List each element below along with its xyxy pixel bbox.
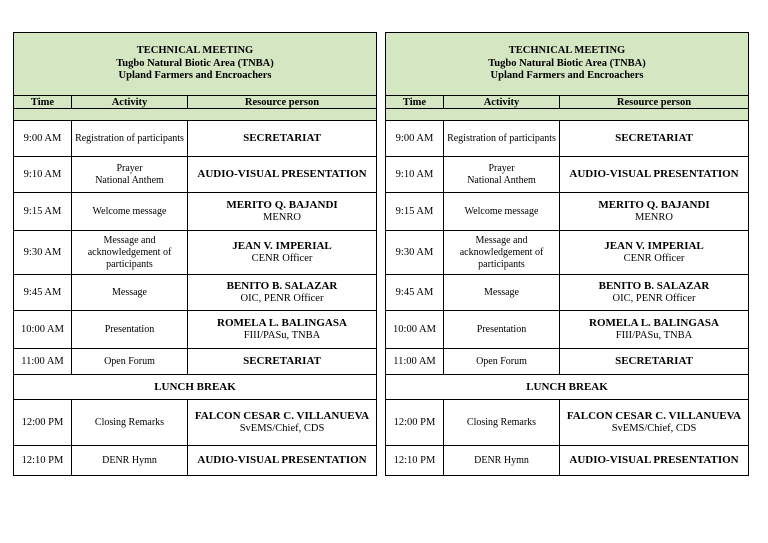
row-time: 12:00 PM	[14, 400, 72, 446]
program-table-right	[385, 32, 749, 476]
row-resource	[188, 193, 377, 231]
row-time: 11:00 AM	[386, 349, 444, 375]
activity-line: National Anthem	[467, 174, 536, 186]
resource-name: BENITO B. SALAZAR	[226, 280, 338, 292]
table-header	[14, 33, 377, 96]
resource-role: MENRO	[263, 211, 301, 223]
row-activity: DENR Hymn	[444, 446, 560, 476]
row-time: 9:15 AM	[386, 193, 444, 231]
row-time: 10:00 AM	[14, 311, 72, 349]
row-resource	[560, 121, 749, 157]
row-time: 9:30 AM	[386, 231, 444, 275]
resource-role: CENR Officer	[251, 252, 313, 264]
row-resource	[188, 349, 377, 375]
row-resource	[560, 311, 749, 349]
row-time: 9:10 AM	[386, 157, 444, 193]
row-time: 9:00 AM	[14, 121, 72, 157]
resource-role: CENR Officer	[623, 252, 685, 264]
resource-name: MERITO Q. BAJANDI	[598, 199, 710, 211]
table-header	[386, 33, 749, 96]
row-activity: Open Forum	[444, 349, 560, 375]
row-resource	[188, 121, 377, 157]
resource-name: AUDIO-VISUAL PRESENTATION	[197, 168, 367, 181]
col-activity: Activity	[444, 96, 560, 109]
resource-role: FIII/PASu, TNBA	[615, 329, 693, 341]
resource-role: OIC, PENR Officer	[240, 292, 324, 304]
row-time: 9:30 AM	[14, 231, 72, 275]
table-row	[14, 400, 377, 446]
program-table-left	[13, 32, 377, 476]
lunch-break: LUNCH BREAK	[14, 375, 377, 400]
resource-name: FALCON CESAR C. VILLANUEVA	[194, 410, 370, 422]
table-row	[386, 157, 749, 193]
row-time: 11:00 AM	[14, 349, 72, 375]
resource-role: FIII/PASu, TNBA	[243, 329, 321, 341]
row-time: 12:10 PM	[14, 446, 72, 476]
row-activity: Message	[444, 275, 560, 311]
row-time: 9:15 AM	[14, 193, 72, 231]
row-activity: Message	[72, 275, 188, 311]
row-time: 9:10 AM	[14, 157, 72, 193]
table-row	[386, 446, 749, 476]
activity-line: Prayer	[116, 162, 143, 174]
table-row	[14, 446, 377, 476]
table-row	[14, 311, 377, 349]
table-row	[386, 349, 749, 375]
row-resource	[188, 157, 377, 193]
row-resource	[560, 275, 749, 311]
row-activity: Closing Remarks	[444, 400, 560, 446]
row-activity	[72, 157, 188, 193]
meeting-title: TECHNICAL MEETING	[136, 45, 254, 57]
row-activity: Registration of participants	[72, 121, 188, 157]
table-row	[14, 231, 377, 275]
table-row	[386, 121, 749, 157]
row-resource	[188, 231, 377, 275]
resource-name: AUDIO-VISUAL PRESENTATION	[569, 168, 739, 181]
row-resource	[188, 446, 377, 476]
table-row	[386, 231, 749, 275]
row-activity: Presentation	[444, 311, 560, 349]
table-row	[14, 349, 377, 375]
resource-name: FALCON CESAR C. VILLANUEVA	[566, 410, 742, 422]
table-row	[386, 400, 749, 446]
meeting-venue: Tugbo Natural Biotic Area (TNBA)	[488, 57, 646, 69]
resource-name: JEAN V. IMPERIAL	[232, 240, 332, 252]
meeting-audience: Upland Farmers and Encroachers	[118, 70, 272, 82]
row-activity: Closing Remarks	[72, 400, 188, 446]
activity-line: Prayer	[488, 162, 515, 174]
column-headers	[14, 96, 377, 109]
resource-name: SECRETARIAT	[615, 355, 693, 368]
resource-name: ROMELA L. BALINGASA	[589, 317, 719, 329]
row-resource	[560, 193, 749, 231]
row-time: 12:00 PM	[386, 400, 444, 446]
row-resource	[560, 231, 749, 275]
row-resource	[560, 446, 749, 476]
meeting-venue: Tugbo Natural Biotic Area (TNBA)	[116, 57, 274, 69]
col-time: Time	[386, 96, 444, 109]
resource-name: SECRETARIAT	[243, 132, 321, 145]
row-resource	[188, 400, 377, 446]
row-activity	[444, 157, 560, 193]
row-resource	[560, 157, 749, 193]
resource-name: ROMELA L. BALINGASA	[217, 317, 347, 329]
row-activity: Registration of participants	[444, 121, 560, 157]
row-activity: Message and acknowledgement of participants	[72, 231, 188, 275]
meeting-audience: Upland Farmers and Encroachers	[490, 70, 644, 82]
row-activity: Welcome message	[72, 193, 188, 231]
table-row	[14, 193, 377, 231]
table-row	[386, 275, 749, 311]
row-resource	[560, 400, 749, 446]
row-time: 10:00 AM	[386, 311, 444, 349]
row-activity: Message and acknowledgement of participants	[444, 231, 560, 275]
row-resource	[188, 311, 377, 349]
resource-role: OIC, PENR Officer	[612, 292, 696, 304]
header-cell	[386, 33, 749, 96]
column-headers	[386, 96, 749, 109]
resource-role: MENRO	[635, 211, 673, 223]
lunch-break-row	[14, 375, 377, 400]
col-resource: Resource person	[560, 96, 749, 109]
lunch-break-row	[386, 375, 749, 400]
col-resource: Resource person	[188, 96, 377, 109]
resource-name: MERITO Q. BAJANDI	[226, 199, 338, 211]
lunch-break: LUNCH BREAK	[386, 375, 749, 400]
meeting-title: TECHNICAL MEETING	[508, 45, 626, 57]
row-resource	[560, 349, 749, 375]
resource-name: SECRETARIAT	[615, 132, 693, 145]
table-row	[386, 311, 749, 349]
resource-role: SvEMS/Chief, CDS	[611, 422, 697, 434]
resource-name: BENITO B. SALAZAR	[598, 280, 710, 292]
row-activity: Presentation	[72, 311, 188, 349]
spacer-row	[386, 109, 749, 121]
row-activity: DENR Hymn	[72, 446, 188, 476]
resource-role: SvEMS/Chief, CDS	[239, 422, 325, 434]
row-activity: Welcome message	[444, 193, 560, 231]
table-row	[14, 121, 377, 157]
activity-line: National Anthem	[95, 174, 164, 186]
col-activity: Activity	[72, 96, 188, 109]
resource-name: SECRETARIAT	[243, 355, 321, 368]
header-cell	[14, 33, 377, 96]
resource-name: JEAN V. IMPERIAL	[604, 240, 704, 252]
row-time: 9:45 AM	[386, 275, 444, 311]
resource-name: AUDIO-VISUAL PRESENTATION	[197, 454, 367, 467]
table-row	[386, 193, 749, 231]
table-row	[14, 157, 377, 193]
row-time: 12:10 PM	[386, 446, 444, 476]
row-time: 9:00 AM	[386, 121, 444, 157]
row-time: 9:45 AM	[14, 275, 72, 311]
spacer-row	[14, 109, 377, 121]
row-resource	[188, 275, 377, 311]
row-activity: Open Forum	[72, 349, 188, 375]
col-time: Time	[14, 96, 72, 109]
resource-name: AUDIO-VISUAL PRESENTATION	[569, 454, 739, 467]
table-row	[14, 275, 377, 311]
